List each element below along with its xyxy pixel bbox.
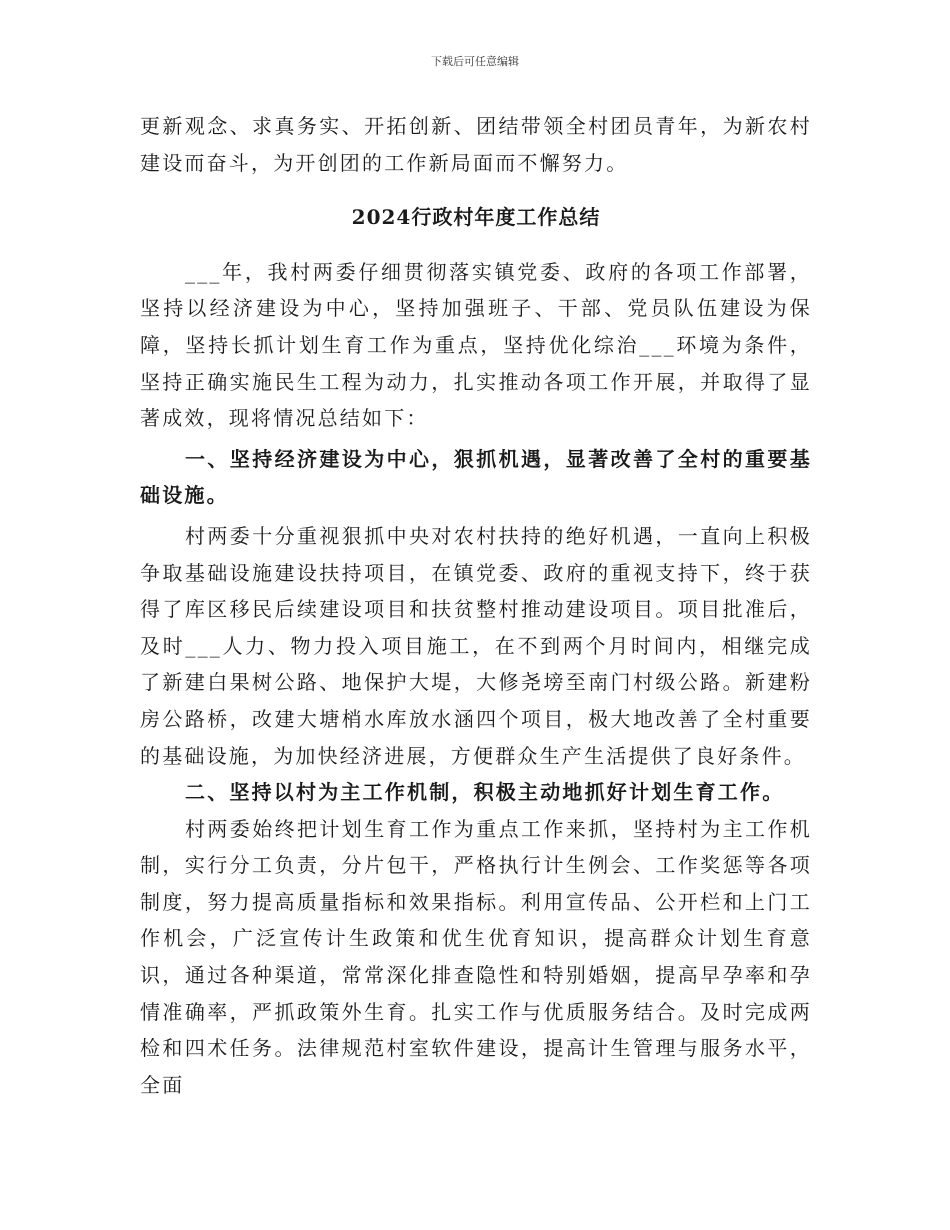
section-2-heading: 二、坚持以村为主工作机制，积极主动地抓好计划生育工作。 (185, 780, 785, 805)
intro-paragraph: ___年，我村两委仔细贯彻落实镇党委、政府的各项工作部署，坚持以经济建设为中心，坚持加强班子、干部、党员队伍建设为保障，坚持长抓计划生育工作为重点，坚持优化综治___环境为条件，坚持正确实施民生工程为动力，扎实推动各项工作开展，并取得了显著成效，现将情况总结如下： (140, 259, 812, 431)
section-1-heading: 一、坚持经济建设为中心，狠抓机遇，显著改善了全村的重要基础设施。 (140, 446, 812, 508)
section-2-paragraph: 村两委始终把计划生育工作为重点工作来抓，坚持村为主工作机制，实行分工负责，分片包干，严格执行计生例会、工作奖惩等各项制度，努力提高质量指标和效果指标。利用宣传品、公开栏和上门工作机会，广泛宣传计生政策和优生优育知识，提高群众计划生育意识，通过各种渠道，常常深化排查隐性和特别婚姻，提高早孕率和孕情准确率，严抓政策外生育。扎实工作与优质服务结合。及时完成两检和四术任务。法律规范村室软件建设，提高计生管理与服务水平，全面 (140, 816, 812, 1097)
document-body (140, 108, 812, 1103)
section-1-paragraph: 村两委十分重视狠抓中央对农村扶持的绝好机遇，一直向上积极争取基础设施建设扶持项目，在镇党委、政府的重视支持下，终于获得了库区移民后续建设项目和扶贫整村推动建设项目。项目批准后，及时___人力、物力投入项目施工，在不到两个月时间内，相继完成了新建白果树公路、地保护大堤，大修尧塝至南门村级公路。新建粉房公路桥，改建大塘梢水库放水涵四个项目，极大地改善了全村重要的基础设施，为加快经济进展，方便群众生产生活提供了良好条件。 (140, 523, 812, 768)
document-title: 2024行政村年度工作总结 (351, 205, 601, 230)
continuation-paragraph: 更新观念、求真务实、开拓创新、团结带领全村团员青年，为新农村建设而奋斗，为开创团的工作新局面而不懈努力。 (140, 114, 812, 175)
header-note: 下载后可任意编辑 (431, 55, 519, 68)
